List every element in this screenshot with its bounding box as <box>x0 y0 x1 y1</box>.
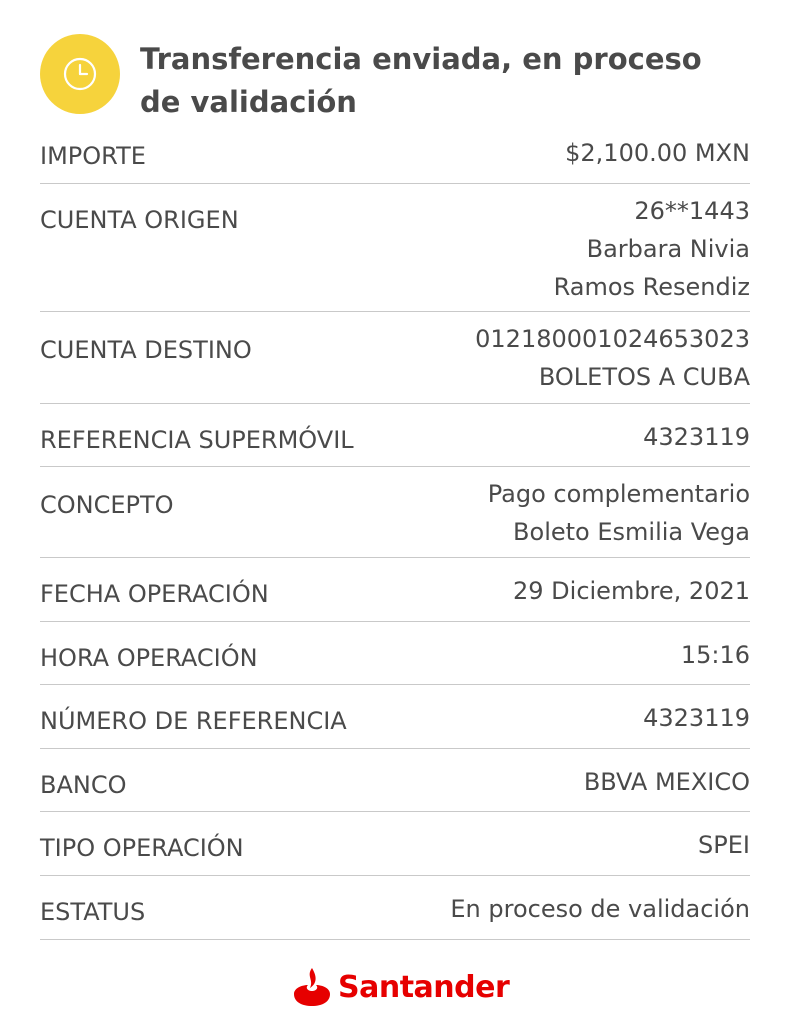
row-value <box>584 763 750 801</box>
row-value <box>698 826 750 864</box>
row-value <box>488 475 750 551</box>
value-line: Pago complementario <box>487 480 750 508</box>
santander-flame-icon <box>292 966 332 1008</box>
value-line: BOLETOS A CUBA <box>538 363 750 391</box>
row-label: CUENTA ORIGEN <box>40 206 239 234</box>
brand-name: Santander <box>338 969 510 1005</box>
row-value <box>643 418 750 456</box>
row-concepto <box>40 467 750 558</box>
row-value <box>475 320 750 396</box>
row-fecha-operacion <box>40 558 750 622</box>
row-label: NÚMERO DE REFERENCIA <box>40 707 347 735</box>
page-title: Transferencia enviada, en proceso de validación <box>140 42 702 119</box>
row-referencia-supermovil <box>40 404 750 467</box>
row-banco <box>40 749 750 812</box>
row-label: TIPO OPERACIÓN <box>40 834 244 862</box>
row-label: CUENTA DESTINO <box>40 336 252 364</box>
value-line: SPEI <box>698 831 750 859</box>
value-line: 29 Diciembre, 2021 <box>513 577 750 605</box>
row-cuenta-origen <box>40 184 750 312</box>
value-line: 4323119 <box>643 704 750 732</box>
row-cuenta-destino <box>40 312 750 404</box>
row-label: FECHA OPERACIÓN <box>40 580 269 608</box>
row-value <box>565 134 750 172</box>
value-line: Barbara Nivia <box>586 235 750 263</box>
row-estatus <box>40 876 750 940</box>
value-line: Boleto Esmilia Vega <box>513 518 750 546</box>
row-value <box>450 890 750 928</box>
row-tipo-operacion <box>40 812 750 876</box>
value-line: 4323119 <box>643 423 750 451</box>
value-line: En proceso de validación <box>450 895 750 923</box>
value-line: BBVA MEXICO <box>583 768 750 796</box>
row-numero-referencia <box>40 685 750 749</box>
row-label: HORA OPERACIÓN <box>40 644 258 672</box>
row-value <box>681 636 750 674</box>
transfer-details <box>40 120 750 940</box>
row-label: CONCEPTO <box>40 491 174 519</box>
value-line: Ramos Resendiz <box>553 273 750 301</box>
row-label: BANCO <box>40 771 127 799</box>
row-value <box>513 572 750 610</box>
row-label: ESTATUS <box>40 898 146 926</box>
clock-icon <box>40 34 120 114</box>
row-value <box>554 192 750 306</box>
value-line: 15:16 <box>680 641 750 669</box>
row-value <box>643 699 750 737</box>
value-line: 012180001024653023 <box>475 325 750 353</box>
value-line: $2,100.00 MXN <box>565 139 750 167</box>
row-label: REFERENCIA SUPERMÓVIL <box>40 426 354 454</box>
row-label: IMPORTE <box>40 142 146 170</box>
value-line: 26**1443 <box>634 197 750 225</box>
transfer-header <box>40 32 750 120</box>
santander-logo <box>292 962 509 1012</box>
row-hora-operacion <box>40 622 750 685</box>
row-importe <box>40 120 750 184</box>
